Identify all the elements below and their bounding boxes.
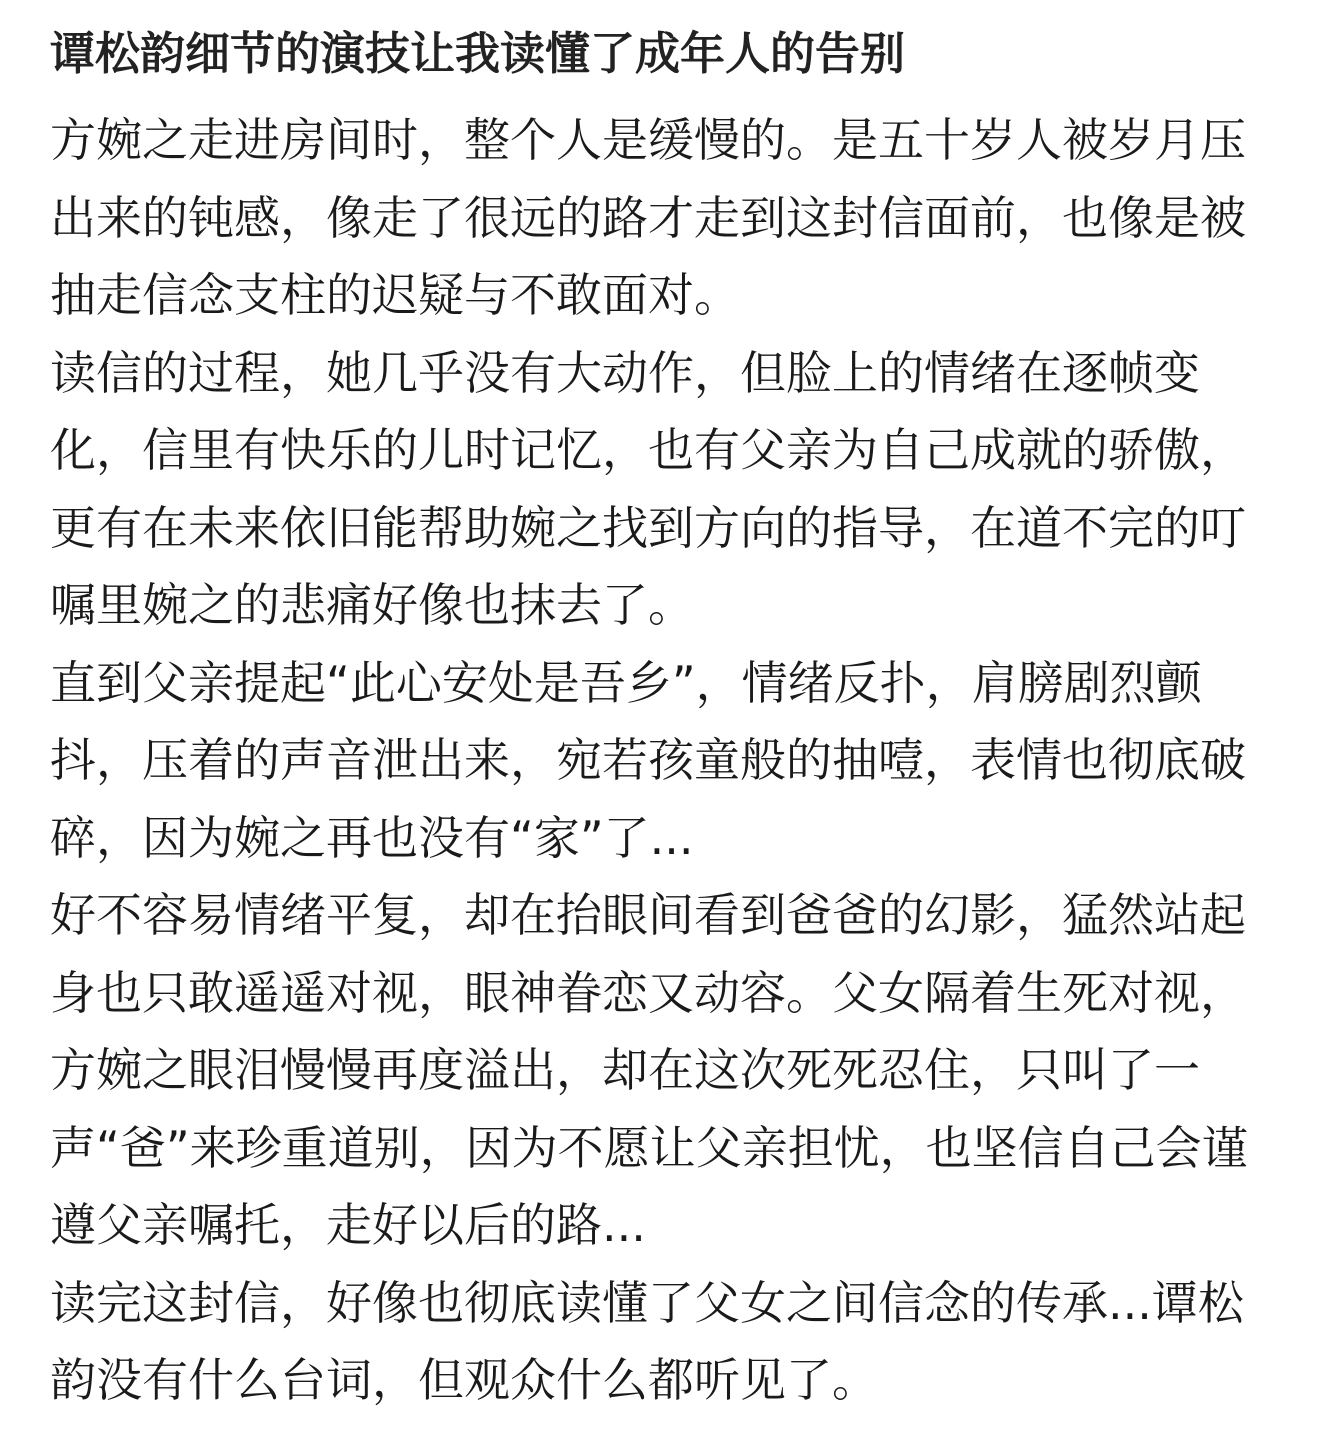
paragraph-2: 读信的过程，她几乎没有大动作，但脸上的情绪在逐帧变化，信里有快乐的儿时记忆，也有父亲为自己成就的骄傲，更有在未来依旧能帮助婉之找到方向的指导，在道不完的叮嘱里婉之的悲痛好像也抹去了。 xyxy=(50,345,1246,632)
article-title: 谭松韵细节的演技让我读懂了成年人的告别 xyxy=(50,27,906,80)
article-body xyxy=(50,102,1265,1420)
article xyxy=(50,22,1265,1420)
paragraph-3: 直到父亲提起“此心安处是吾乡”，情绪反扑，肩膀剧烈颤抖，压着的声音泄出来，宛若孩童般的抽噎，表情也彻底破碎，因为婉之再也没有“家”了... xyxy=(50,655,1246,865)
paragraph-4: 好不容易情绪平复，却在抬眼间看到爸爸的幻影，猛然站起身也只敢遥遥对视，眼神眷恋又动容。父女隔着生死对视，方婉之眼泪慢慢再度溢出，却在这次死死忍住，只叫了一声“爸”来珍重道别，因为不愿让父亲担忧，也坚信自己会谨遵父亲嘱托，走好以后的路... xyxy=(50,888,1248,1252)
paragraph-1: 方婉之走进房间时，整个人是缓慢的。是五十岁人被岁月压出来的钝感，像走了很远的路才走到这封信面前，也像是被抽走信念支柱的迟疑与不敢面对。 xyxy=(50,113,1246,322)
paragraph-5: 读完这封信，好像也彻底读懂了父女之间信念的传承...谭松韵没有什么台词，但观众什么都听见了。 xyxy=(50,1275,1244,1407)
